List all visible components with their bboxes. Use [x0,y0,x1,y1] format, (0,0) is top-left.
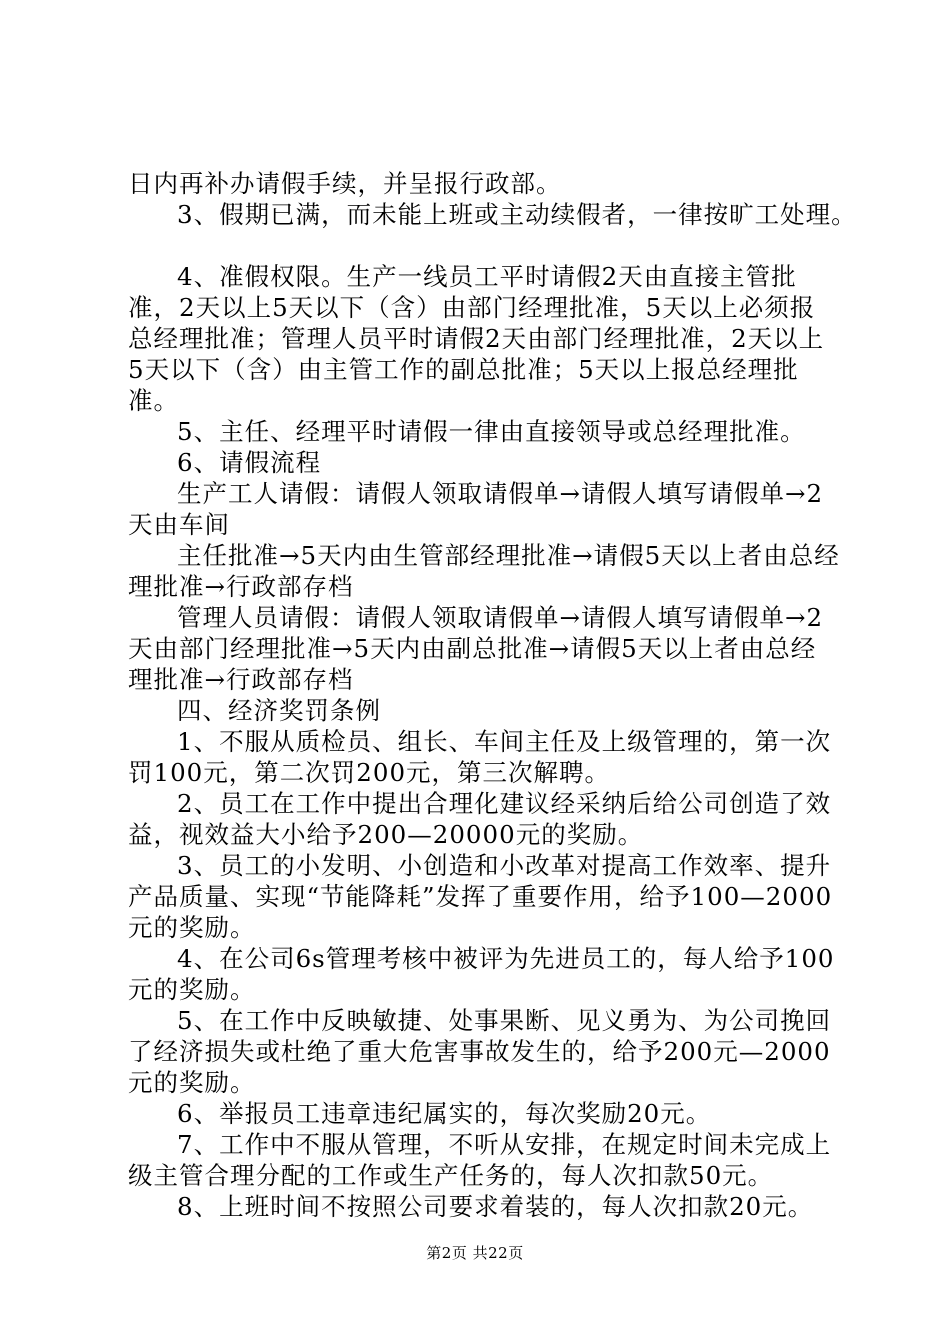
paragraph-rule-5: 5、在工作中反映敏捷、处事果断、见义勇为、为公司挽回了经济损失或杜绝了重大危害事故发生的，给予200元—2000元的奖励。 [128,1006,832,1097]
page-number-footer: 第2页 共22页 [426,1244,524,1262]
paragraph-rule-3: 3、员工的小发明、小创造和小改革对提高工作效率、提升产品质量、实现“节能降耗”发挥了重要作用，给予100—2000元的奖励。 [128,851,833,942]
paragraph-rule-6: 6、举报员工违章违纪属实的，每次奖励20元。 [177,1099,712,1128]
section-heading-rewards-penalties: 四、经济奖罚条例 [177,696,381,725]
paragraph-rule-7: 7、工作中不服从管理，不听从安排，在规定时间未完成上级主管合理分配的工作或生产任务的，每人次扣款50元。 [128,1130,832,1190]
paragraph-continuation: 日内再补办请假手续，并呈报行政部。 [128,169,562,198]
document-body [128,168,857,1222]
paragraph-flow-workers-continued: 主任批准→5天内由生管部经理批准→请假5天以上者由总经理批准→行政部存档 [128,541,840,601]
paragraph-rule-1: 1、不服从质检员、组长、车间主任及上级管理的，第一次罚100元，第二次罚200元，第三次解聘。 [128,727,832,787]
paragraph-flow-workers: 生产工人请假：请假人领取请假单→请假人填写请假单→2天由车间 [128,479,824,539]
paragraph-item-4: 4、准假权限。生产一线员工平时请假2天由直接主管批准，2天以上5天以下（含）由部门经理批准，5天以上必须报总经理批准；管理人员平时请假2天由部门经理批准，2天以上5天以下（含）由主管工作的副总批准；5天以上报总经理批准。 [128,262,825,415]
paragraph-flow-managers: 管理人员请假：请假人领取请假单→请假人填写请假单→2天由部门经理批准→5天内由副总批准→请假5天以上者由总经理批准→行政部存档 [128,603,824,694]
paragraph-item-5: 5、主任、经理平时请假一律由直接领导或总经理批准。 [177,417,806,446]
paragraph-item-3: 3、假期已满，而未能上班或主动续假者，一律按旷工处理。 [177,200,857,229]
paragraph-item-6-heading: 6、请假流程 [177,448,322,477]
paragraph-rule-4: 4、在公司6s管理考核中被评为先进员工的，每人给予100元的奖励。 [128,944,835,1004]
paragraph-rule-8: 8、上班时间不按照公司要求着装的，每人次扣款20元。 [177,1192,814,1221]
paragraph-rule-2: 2、员工在工作中提出合理化建议经采纳后给公司创造了效益，视效益大小给予200—20000元的奖励。 [128,789,832,849]
